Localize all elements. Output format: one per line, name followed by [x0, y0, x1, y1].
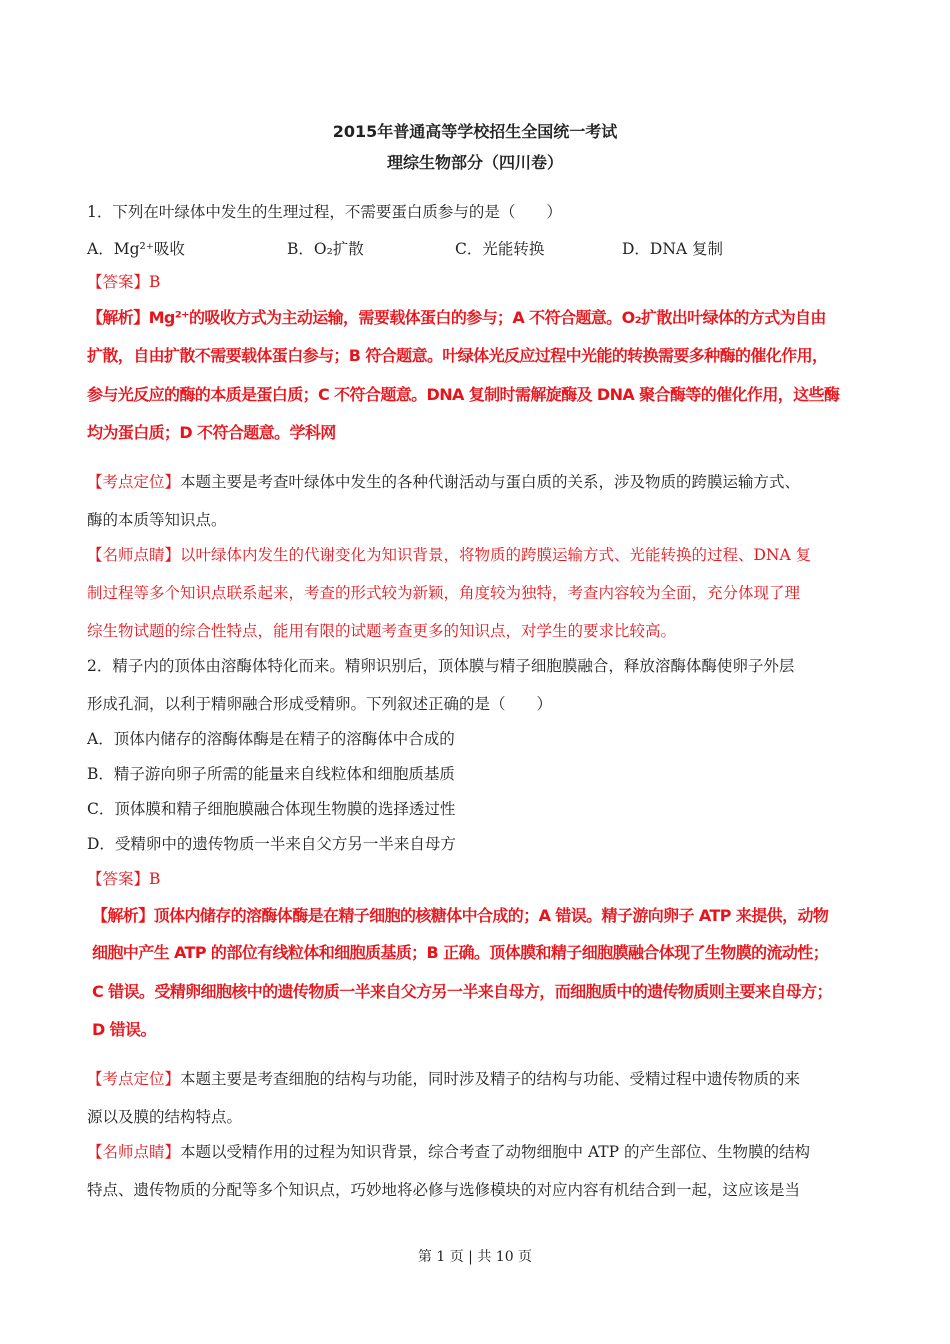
q1-stem: 1．下列在叶绿体中发生的生理过程，不需要蛋白质参与的是（ ） — [87, 203, 562, 221]
kaodian-label: 【考点定位】 — [87, 473, 181, 491]
q2-analysis-line: D 错误。 — [92, 1020, 156, 1039]
q2-analysis-line: 【解析】顶体内储存的溶酶体酶是在精子细胞的核糖体中合成的；A 错误。精子游向卵子 ATP 来提供，动物 — [92, 906, 829, 925]
q2-kaodian-line: 源以及膜的结构特点。 — [87, 1108, 243, 1126]
q2-stem: 形成孔洞，以利于精卵融合形成受精卵。下列叙述正确的是（ ） — [87, 695, 553, 713]
q2-kaodian: 【考点定位】本题主要是考查细胞的结构与功能，同时涉及精子的结构与功能、受精过程中遗传物质的来 — [87, 1070, 801, 1088]
q2-mingshi: 【名师点睛】本题以受精作用的过程为知识背景，综合考查了动物细胞中 ATP 的产生部位、生物膜的结构 — [87, 1143, 810, 1161]
q2-analysis-line: C 错误。受精卵细胞核中的遗传物质一半来自父方另一半来自母方，而细胞质中的遗传物质则主要来自母方； — [92, 982, 832, 1001]
q2-option-a: A．顶体内储存的溶酶体酶是在精子的溶酶体中合成的 — [87, 730, 455, 748]
q1-mingshi-line: 制过程等多个知识点联系起来，考查的形式较为新颖，角度较为独特，考查内容较为全面，充分体现了理 — [87, 584, 801, 602]
q2-analysis-line: 细胞中产生 ATP 的部位有线粒体和细胞质基质；B 正确。顶体膜和精子细胞膜融合体现了生物膜的流动性； — [92, 943, 829, 962]
q1-kaodian: 【考点定位】本题主要是考查叶绿体中发生的各种代谢活动与蛋白质的关系，涉及物质的跨膜运输方式、 — [87, 473, 801, 491]
q1-option-d: D．DNA 复制 — [622, 240, 724, 258]
q1-analysis-line: 【解析】Mg²⁺的吸收方式为主动运输，需要载体蛋白的参与；A 不符合题意。O₂扩散出叶绿体的方式为自由 — [87, 308, 826, 327]
q2-stem: 2．精子内的顶体由溶酶体特化而来。精卵识别后，顶体膜与精子细胞膜融合，释放溶酶体酶使卵子外层 — [87, 657, 795, 675]
q1-analysis-line: 参与光反应的酶的本质是蛋白质；C 不符合题意。DNA 复制时需解旋酶及 DNA 聚合酶等的催化作用，这些酶 — [87, 385, 840, 404]
q1-option-b: B．O₂扩散 — [287, 240, 364, 258]
q2-mingshi-line: 特点、遗传物质的分配等多个知识点，巧妙地将必修与选修模块的对应内容有机结合到一起，这应该是当 — [87, 1181, 801, 1199]
q1-kaodian-line: 酶的本质等知识点。 — [87, 511, 227, 529]
page-footer: 第 1 页 | 共 10 页 — [417, 1249, 533, 1265]
doc-title: 2015年普通高等学校招生全国统一考试 — [332, 122, 618, 141]
q1-analysis-line: 扩散，自由扩散不需要载体蛋白参与；B 符合题意。叶绿体光反应过程中光能的转换需要多种酶的催化作用， — [87, 346, 828, 365]
q1-answer: 【答案】B — [87, 273, 161, 291]
q2-answer: 【答案】B — [87, 870, 161, 888]
mingshi-label: 【名师点睛】 — [87, 1143, 181, 1161]
q2-option-c: C．顶体膜和精子细胞膜融合体现生物膜的选择透过性 — [87, 800, 456, 818]
doc-subtitle: 理综生物部分（四川卷） — [386, 153, 563, 172]
q1-analysis-line: 均为蛋白质；D 不符合题意。学科网 — [87, 423, 336, 442]
q1-mingshi-line: 【名师点睛】以叶绿体内发生的代谢变化为知识背景，将物质的跨膜运输方式、光能转换的过程、DNA 复 — [87, 546, 812, 564]
q2-option-d: D．受精卵中的遗传物质一半来自父方另一半来自母方 — [87, 835, 456, 853]
q1-option-a: A．Mg²⁺吸收 — [87, 240, 185, 258]
kaodian-label: 【考点定位】 — [87, 1070, 181, 1088]
q1-option-c: C．光能转换 — [455, 240, 545, 258]
q1-mingshi-line: 综生物试题的综合性特点，能用有限的试题考查更多的知识点，对学生的要求比较高。 — [87, 622, 677, 640]
q2-option-b: B．精子游向卵子所需的能量来自线粒体和细胞质基质 — [87, 765, 455, 783]
